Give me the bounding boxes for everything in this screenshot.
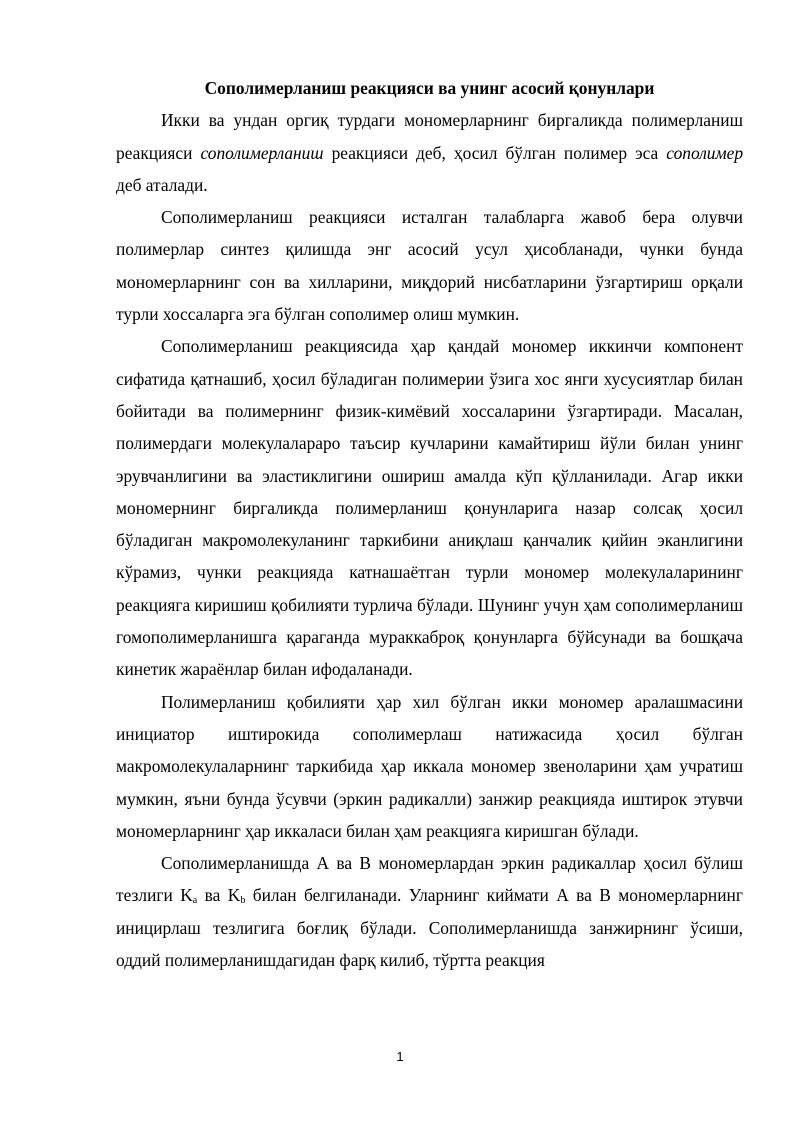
paragraph-4: Полимерланиш қобилияти ҳар хил бўлган икки мономер аралашмасини инициатор иштирокида сополимерлаш натижасида ҳосил бўлган макромолекулаларнинг таркибида ҳар иккала мономер звеноларини ҳам учратиш мумкин, яъни бунда ўсувчи (эркин радикалли) занжир реакцияда иштирок этувчи мономерларнинг ҳар иккаласи билан ҳам реакцияга киришган бўлади.	[116, 691, 743, 841]
p5-text-a: Сополимерланишда А ва В мономерлардан эркин радикаллар ҳосил бўлиш тезлиги K	[116, 853, 743, 906]
document-title: Сополимерланиш реакцияси ва унинг асосий қонунлари	[204, 78, 655, 98]
p1-term-copolymerization: сополимерланиш	[200, 142, 324, 163]
p1-term-copolymer: сополимер	[666, 142, 744, 163]
p5-text-c: билан белгиланади. Уларнинг киймати А ва В мономерларнинг иницирлаш тезлигига боғлиқ бўлади. Сополимерланишда занжирнинг ўсиши, оддий полимерланишдагидан фарқ килиб, тўртта реакция	[116, 885, 743, 971]
paragraph-2: Сополимерланиш реакцияси исталган талабларга жавоб бера олувчи полимерлар синтез қилишда энг асосий усул ҳисобланади, чунки бунда мономерларнинг сон ва хилларини, миқдорий нисбатларини ўзгартириш орқали турли хоссаларга эга бўлган сополимер олиш мумкин.	[116, 207, 743, 325]
p5-subscript-b: b	[240, 895, 246, 907]
document-body	[116, 72, 743, 976]
p1-text-a: Икки ва ундан оргиқ турдаги мономерларнинг биргаликда полимерланиш реакцияси	[116, 110, 743, 163]
page-number: 1	[396, 1049, 404, 1064]
paragraph-3: Сополимерланиш реакциясида ҳар қандай мономер иккинчи компонент сифатида қатнашиб, ҳосил бўладиган полимерии ўзига хос янги хусусиятлар билан бойитади ва полимернинг физик-кимёвий хоссаларини ўзгартиради. Масалан, полимердаги молекулалараро таъсир кучларини камайтириш йўли билан унинг эрувчанлигини ва эластиклигини ошириш амалда кўп қўлланилади. Агар икки мономернинг биргаликда полимерланиш қонунларига назар солсақ ҳосил бўладиган макромолекуланинг таркибини аниқлаш қанчалик қийин эканлигини кўрамиз, чунки реакцияда катнашаётган турли мономер молекулаларининг реакцияга киришиш қобилияти турлича бўлади. Шунинг учун ҳам сополимерланиш гомополимерланишга қараганда мураккаброқ қонунларга бўйсунади ва бошқача кинетик жараёнлар билан ифодаланади.	[116, 336, 743, 680]
p1-text-c: реакцияси деб, ҳосил бўлган полимер эса	[323, 142, 667, 163]
p5-text-b: ва K	[197, 885, 241, 906]
p1-text-e: деб аталади.	[116, 174, 208, 195]
p5-subscript-a: a	[192, 895, 198, 907]
paragraph-5	[116, 847, 743, 976]
paragraph-1	[116, 104, 743, 201]
